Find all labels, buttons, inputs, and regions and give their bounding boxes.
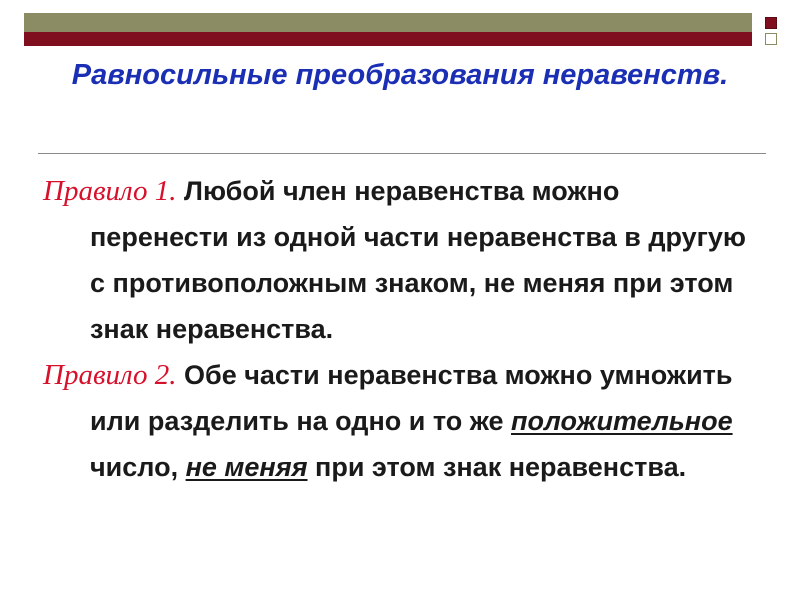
slide-title: Равносильные преобразования неравенств.	[71, 59, 729, 91]
rule-2-emphasis-not-changing: не меняя	[185, 452, 308, 482]
header-bar-olive	[24, 13, 752, 32]
rules-list	[43, 168, 763, 490]
rule-1	[43, 168, 763, 352]
title-divider	[38, 153, 766, 154]
rule-2-text-middle: число,	[90, 452, 186, 482]
rule-2	[43, 352, 763, 490]
rule-2-text-before: Обе части неравенства можно умножить или разделить на одно и то же	[90, 360, 733, 436]
header-bar-red	[24, 32, 752, 46]
rule-2-text-after: при этом знак неравенства.	[307, 452, 687, 482]
rule-2-label: Правило 2.	[43, 359, 177, 391]
rule-2-emphasis-positive: положительное	[511, 406, 733, 436]
corner-square-filled	[765, 17, 777, 29]
rule-1-text: Любой член неравенства можно перенести из одной части неравенства в другую с противоположным знаком, не меняя при этом знак неравенства.	[90, 176, 746, 344]
rule-1-label: Правило 1.	[43, 175, 177, 207]
corner-square-outline	[765, 33, 777, 45]
